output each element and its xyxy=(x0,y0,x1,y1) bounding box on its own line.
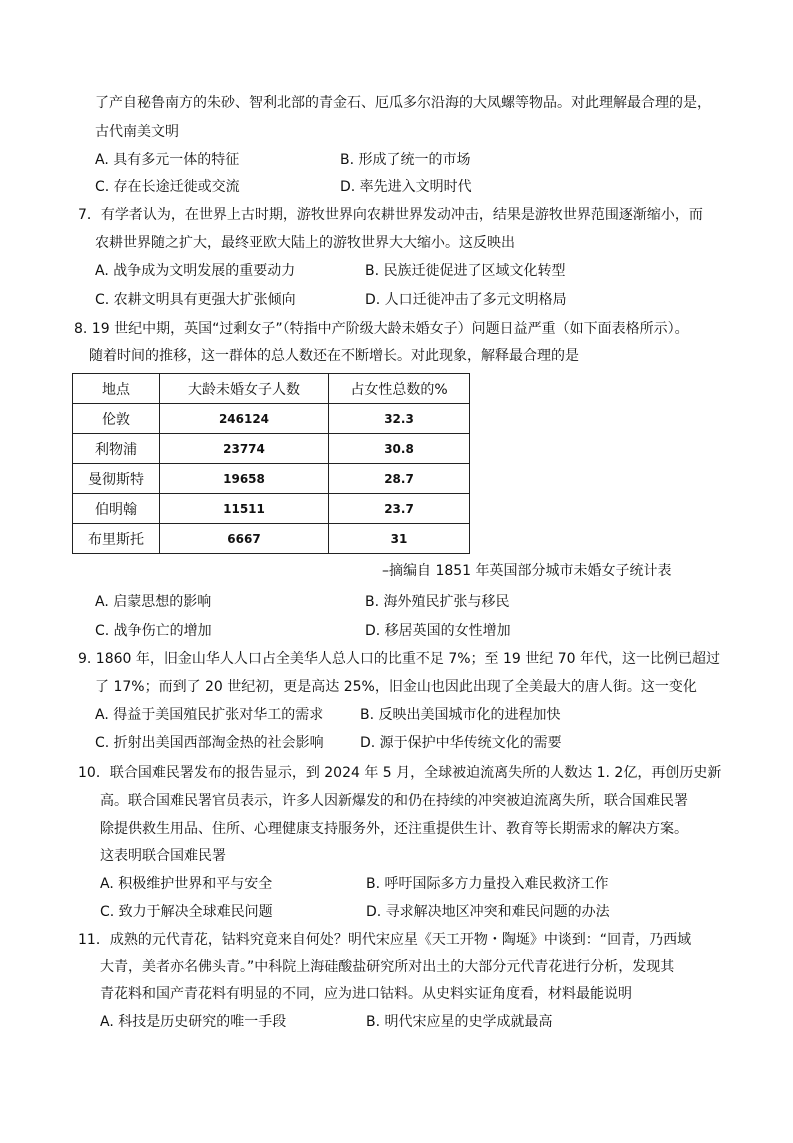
q10-stem-line-4: 这表明联合国难民署 xyxy=(100,848,226,864)
q11-stem-line-2: 大青，美者亦名佛头青。”中科院上海硅酸盐研究所对出土的大部分元代青花进行分析，发现其 xyxy=(100,959,675,975)
q7-stem-line-1: 7．有学者认为，在世界上古时期，游牧世界向农耕世界发动冲击，结果是游牧世界范围逐渐缩小，而 xyxy=(78,207,703,223)
table-row xyxy=(73,494,470,524)
q9-stem-line-2: 了 17%；而到了 20 世纪初，更是高达 25%，旧金山也因此出现了全美最大的唐人街。这一变化 xyxy=(95,679,697,695)
q8-option-b: B. 海外殖民扩张与移民 xyxy=(365,594,510,610)
table-header-cell: 占女性总数的% xyxy=(329,374,470,404)
q8-stem-line-2: 随着时间的推移，这一群体的总人数还在不断增长。对此现象，解释最合理的是 xyxy=(89,348,579,364)
q9-option-b: B. 反映出美国城市化的进程加快 xyxy=(360,707,561,723)
q7-stem-line-2: 农耕世界随之扩大，最终亚欧大陆上的游牧世界大大缩小。这反映出 xyxy=(95,235,515,251)
q7-option-b: B. 民族迁徙促进了区域文化转型 xyxy=(365,263,566,279)
q6-option-b: B. 形成了统一的市场 xyxy=(340,152,471,168)
q10-option-c: C. 致力于解决全球难民问题 xyxy=(100,904,273,920)
q7-option-c: C. 农耕文明具有更强大扩张倾向 xyxy=(95,292,296,308)
q11-option-a: A. 科技是历史研究的唯一手段 xyxy=(100,1014,287,1030)
q10-option-b: B. 呼吁国际多方力量投入难民救济工作 xyxy=(366,876,609,892)
table-cell-city: 布里斯托 xyxy=(73,524,160,554)
table-cell-count: 19658 xyxy=(160,464,329,494)
q9-option-d: D. 源于保护中华传统文化的需要 xyxy=(360,735,562,751)
table-cell-city: 利物浦 xyxy=(73,434,160,464)
q7-option-d: D. 人口迁徙冲击了多元文明格局 xyxy=(365,292,567,308)
q10-stem-line-2: 高。联合国难民署官员表示，许多人因新爆发的和仍在持续的冲突被迫流离失所，联合国难民署 xyxy=(100,793,688,809)
q8-table-source: –摘编自 1851 年英国部分城市未婚女子统计表 xyxy=(382,563,672,579)
q9-option-c: C. 折射出美国西部淘金热的社会影响 xyxy=(95,735,324,751)
q8-option-a: A. 启蒙思想的影响 xyxy=(95,594,212,610)
table-cell-count: 11511 xyxy=(160,494,329,524)
q10-option-a: A. 积极维护世界和平与安全 xyxy=(100,876,273,892)
table-cell-percent: 28.7 xyxy=(329,464,470,494)
q6-option-c: C. 存在长途迁徙或交流 xyxy=(95,179,240,195)
table-row xyxy=(73,464,470,494)
q8-option-c: C. 战争伤亡的增加 xyxy=(95,623,212,639)
table-cell-count: 246124 xyxy=(160,404,329,434)
table-cell-count: 6667 xyxy=(160,524,329,554)
table-row xyxy=(73,404,470,434)
q10-option-d: D. 寻求解决地区冲突和难民问题的办法 xyxy=(366,904,610,920)
table-cell-percent: 32.3 xyxy=(329,404,470,434)
q9-option-a: A. 得益于美国殖民扩张对华工的需求 xyxy=(95,707,324,723)
table-row xyxy=(73,524,470,554)
q6-stem-line-1: 了产自秘鲁南方的朱砂、智利北部的青金石、厄瓜多尔沿海的大凤螺等物品。对此理解最合理的是， xyxy=(95,95,711,111)
table-cell-count: 23774 xyxy=(160,434,329,464)
table-cell-percent: 23.7 xyxy=(329,494,470,524)
table-cell-city: 伦敦 xyxy=(73,404,160,434)
table-cell-city: 伯明翰 xyxy=(73,494,160,524)
q6-option-a: A. 具有多元一体的特征 xyxy=(95,152,240,168)
table-header-row xyxy=(73,374,470,404)
statistics-table xyxy=(72,373,470,554)
q11-stem-line-1: 11．成熟的元代青花，钴料究竟来自何处？明代宋应星《天工开物・陶埏》中谈到：“回青，乃西域 xyxy=(78,932,692,948)
q8-option-d: D. 移居英国的女性增加 xyxy=(365,623,511,639)
q11-stem-line-3: 青花料和国产青花料有明显的不同，应为进口钴料。从史料实证角度看，材料最能说明 xyxy=(100,986,632,1002)
table-header-cell: 大龄未婚女子人数 xyxy=(160,374,329,404)
q7-option-a: A. 战争成为文明发展的重要动力 xyxy=(95,263,296,279)
table-header-cell: 地点 xyxy=(73,374,160,404)
table-cell-percent: 31 xyxy=(329,524,470,554)
table-cell-city: 曼彻斯特 xyxy=(73,464,160,494)
q6-option-d: D. 率先进入文明时代 xyxy=(340,179,472,195)
table-cell-percent: 30.8 xyxy=(329,434,470,464)
q10-stem-line-3: 除提供救生用品、住所、心理健康支持服务外，还注重提供生计、教育等长期需求的解决方案。 xyxy=(100,821,688,837)
q11-option-b: B. 明代宋应星的史学成就最高 xyxy=(366,1014,553,1030)
q6-stem-line-2: 古代南美文明 xyxy=(95,124,179,140)
q8-stem-line-1: 8. 19 世纪中期，英国“过剩女子”（特指中产阶级大龄未婚女子）问题日益严重（如下面表格所示）。 xyxy=(74,321,689,337)
q9-stem-line-1: 9. 1860 年，旧金山华人人口占全美华人总人口的比重不足 7%；至 19 世纪 70 年代，这一比例已超过 xyxy=(78,651,720,667)
table-row xyxy=(73,434,470,464)
q10-stem-line-1: 10．联合国难民署发布的报告显示，到 2024 年 5 月，全球被迫流离失所的人数达 1. 2亿，再创历史新 xyxy=(78,765,722,781)
